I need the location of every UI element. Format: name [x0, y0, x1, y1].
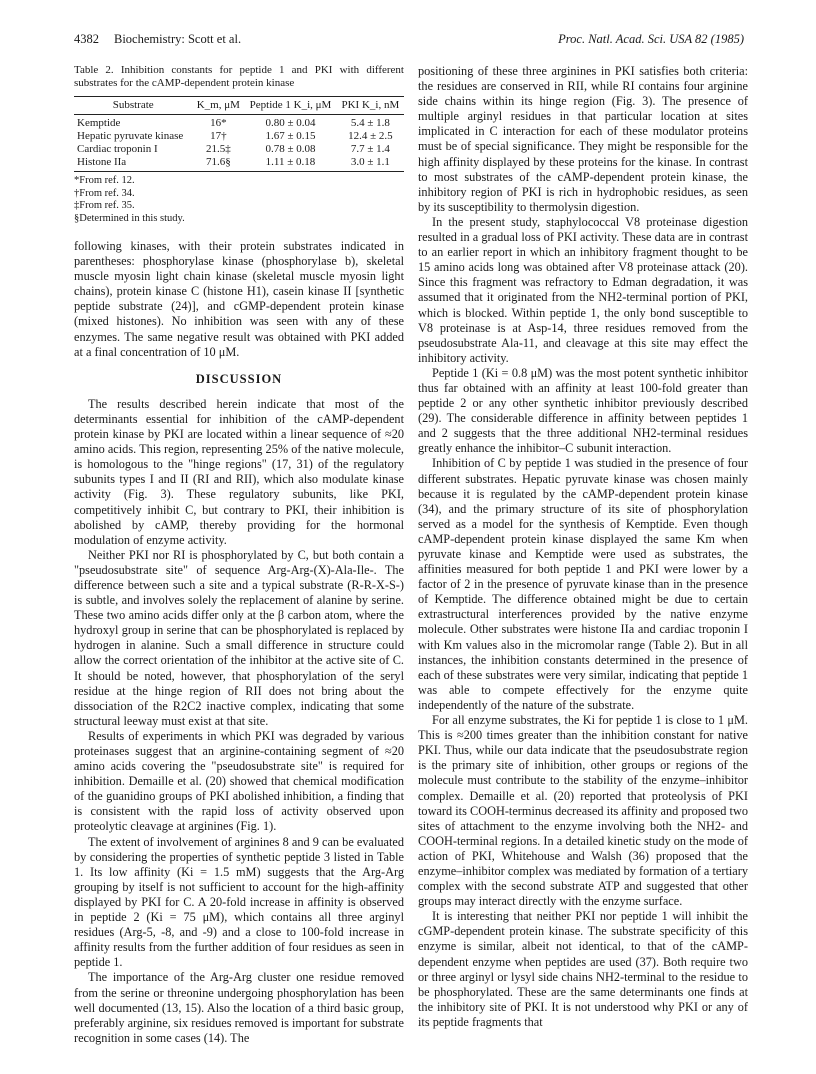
col-header-km: K_m, μM: [192, 97, 244, 115]
cell-km: 21.5‡: [205, 143, 231, 155]
paragraph: It is interesting that neither PKI nor peptide 1 will inhibit the cGMP-dependent protein kinase. The substrate specificity of this enzyme is similar, albeit not identical, to that of the cAMP-dependent enzyme when peptides are used (37). Both require two or three arginyl or lysyl side chains NH2-terminal to the residue to be phosphorylated. These are the same determinants one finds at the inhibitory site of PKI. It is not understood why PKI or any of its peptide fragments that: [418, 909, 748, 1029]
paragraph-kinases: following kinases, with their protein substrates indicated in parentheses: phosphorylase kinase (phosphorylase b), skeletal muscle myosin light chain kinase (skeletal muscle myosin light chains), protein kinase C (histone H1), casein kinase II [synthetic peptide substrate (24)], and cGMP-dependent protein kinase (mixed histones). No inhibition was seen with any of these enzymes. The same negative result was obtained with PKI added at a final concentration of 10 μM.: [74, 239, 404, 359]
paragraph: Results of experiments in which PKI was degraded by various proteinases suggest that an arginine-containing segment of ≈20 amino acids covering the "pseudosubstrate site" is required for inhibition. Demaille et al. (20) showed that chemical modification of the guanidino groups of PKI abolished inhibition, a finding that is consistent with the rapid loss of activity observed upon proteolytic cleavage at arginines (Fig. 1).: [74, 728, 404, 834]
paragraph: The extent of involvement of arginines 8 and 9 can be evaluated by considering the properties of synthetic peptide 3 listed in Table 1. Its low affinity (Ki = 1.5 mM) suggests that the Arg-Arg grouping by itself is not sufficient to account for the high-affinity displayed by PKI for C. A 20-fold increase in affinity is observed in peptide 2 (Ki = 75 μM), which contains all three arginyl residues (Arg-5, -8, and -9) and a close to 100-fold increase in affinity results from the further addition of four residues as seen in peptide 1.: [74, 834, 404, 970]
page-header: [74, 32, 744, 50]
cell-pki: 7.7 ± 1.4: [350, 143, 390, 155]
cell-peptide1: 1.67 ± 0.15: [265, 130, 316, 142]
col-header-substrate: Substrate: [74, 97, 192, 115]
paragraph: Inhibition of C by peptide 1 was studied in the presence of four different substrates. Hepatic pyruvate kinase was chosen mainly because it is regulated by the cAMP-dependent protein kinase (34), and the primary structure of its site of phosphorylation served as a model for the synthesis of Kemptide. Even though cAMP-dependent protein kinase displayed the same Km when pyruvate kinase and Kemptide were used as substrates, the affinities measured for both peptide 1 and PKI were lower by a factor of 2 in the presence of pyruvate kinase than in the presence of Kemptide. The difference obtained might be due to certain extrastructural interferences provided by the native enzyme molecule. Other substrates were histone IIa and cardiac troponin I with Km values also in the micromolar range (Table 2). But in all instances, the inhibition constants determined in the presence of each of these substrates were very similar, indicating that peptide 1 was able to compete effectively for the enzyme quite independently of the nature of the substrate.: [418, 456, 748, 712]
cell-peptide1: 0.78 ± 0.08: [265, 143, 316, 155]
paragraph: positioning of these three arginines in PKI satisfies both criteria: the residues are conserved in RII, while RI contains four arginine side chains within its hinge region (Fig. 3). The presence of multiple arginyl residues in that particular location at sites implicated in C interaction for each of these modulator proteins must be of special significance. They might be responsible for the high affinity displayed by these proteins for the kinase. In contrast to most substrates of the cAMP-dependent protein kinase, the inhibitory region of PKI is rich in hydrophobic residues, as seen by its susceptibility to thermolysin digestion.: [418, 64, 748, 214]
cell-km: 17†: [210, 130, 227, 142]
cell-pki: 5.4 ± 1.8: [350, 117, 390, 129]
cell-peptide1: 1.11 ± 0.18: [244, 156, 336, 172]
paragraph: The results described herein indicate that most of the determinants essential for inhibition of the cAMP-dependent protein kinase by PKI are located within a linear sequence of ≈20 amino acids. This region, representing 25% of the native molecule, is homologous to the "hinge regions" (17, 31) of the regulatory subunits types I and II (RI and RII), which also modulate kinase activity (Fig. 3). These regulatory subunits, like PKI, competitively inhibit C, but contrary to PKI, their inhibition is abolished by cAMP, thereby providing for the hormonal modulation of enzyme activity.: [74, 396, 404, 547]
journal-citation: Proc. Natl. Acad. Sci. USA 82 (1985): [558, 32, 744, 46]
section-heading-discussion: DISCUSSION: [195, 371, 283, 386]
paragraph: The importance of the Arg-Arg cluster one residue removed from the serine or threonine undergoing phosphorylation has been well documented (13, 15). Also the location of a third basic group, preferably arginine, six residues removed is important for substrate recognition in some cases (14). The: [74, 970, 404, 1045]
inhibition-table: [74, 96, 404, 172]
cell-substrate: Kemptide: [77, 117, 121, 129]
table-row: [74, 143, 404, 156]
footnote: †From ref. 34.: [74, 187, 135, 199]
cell-pki: 3.0 ± 1.1: [337, 156, 404, 172]
cell-substrate: Cardiac troponin I: [77, 143, 158, 155]
col-header-peptide1: Peptide 1 K_i, μM: [244, 97, 336, 115]
running-title: Biochemistry: Scott et al.: [114, 32, 242, 46]
paragraph: Neither PKI nor RI is phosphorylated by C, but both contain a "pseudosubstrate site" of sequence Arg-Arg-(X)-Ala-Ile-. The difference between such a site and a typical substrate (R-R-X-S-) is subtle, and involves solely the replacement of alanine by serine. These two amino acids differ only at the β carbon atom, where the hydroxyl group in serine that can be phosphorylated is replaced by hydrogen in alanine. Such a small difference in structure could allow the correct orientation of the inhibitor at the active site of C. It should be noted, however, that phosphorylation of the seryl residue at the hinge region of RII does not bring about the dissociation of the R2C2 inactive complex, indicating that some structural leeway must exist at that site.: [74, 547, 404, 728]
table-row: [74, 156, 404, 172]
footnote: *From ref. 12.: [74, 175, 135, 186]
cell-pki: 12.4 ± 2.5: [348, 130, 393, 142]
cell-km: 71.6§: [192, 156, 244, 172]
table-caption: Table 2. Inhibition constants for peptide 1 and PKI with different substrates for the cAMP-dependent protein kinase: [74, 64, 404, 89]
table-row: [74, 115, 404, 131]
cell-peptide1: 0.80 ± 0.04: [265, 117, 316, 129]
footnote: §Determined in this study.: [74, 212, 185, 224]
cell-substrate: Histone IIa: [74, 156, 192, 172]
paragraph: For all enzyme substrates, the Ki for peptide 1 is close to 1 μM. This is ≈200 times greater than the inhibition constant for native PKI. Thus, while our data indicate that the pseudosubstrate region is the primary site of inhibition, other groups or regions of the molecule must contribute to the stability of the enzyme–inhibitor complex. Demaille et al. (20) reported that proteolysis of PKI toward its COOH-terminus decreased its affinity and proposed two sites of attachment to the enzyme involving both the NH2- and COOH-terminal regions. In a detailed kinetic study on the mode of action of PKI, Whitehouse and Walsh (36) proposed that the enzyme–inhibitor complex was mediated by formation of a tertiary complex with the second substrate ATP and suggested that other groups may interact directly with the enzyme surface.: [418, 713, 748, 909]
page-number: 4382: [74, 32, 99, 46]
cell-substrate: Hepatic pyruvate kinase: [77, 130, 184, 142]
left-column: [74, 64, 404, 1046]
right-column: [418, 64, 748, 1030]
col-header-pki: PKI K_i, nM: [337, 97, 404, 115]
table-footnotes: [74, 175, 404, 225]
cell-km: 16*: [210, 117, 227, 129]
table-row: [74, 130, 404, 143]
footnote: ‡From ref. 35.: [74, 200, 135, 211]
paragraph: Peptide 1 (Ki = 0.8 μM) was the most potent synthetic inhibitor thus far obtained with an affinity at least 100-fold greater than peptide 2 or any other synthetic inhibitor previously described (29). The considerable difference in affinity between peptides 1 and 2 suggests that the three additional NH2-terminal residues greatly enhance the inhibitor–C subunit interaction.: [418, 365, 748, 456]
paragraph: In the present study, staphylococcal V8 proteinase digestion resulted in a gradual loss of PKI activity. These data are in contrast to an earlier report in which an inhibitory fragment thought to be 15 amino acids long was obtained after V8 proteinase attack (20). Since this fragment was refractory to Edman degradation, it was assumed that it originated from the NH2-terminal portion of PKI, which is blocked. Within peptide 1, the only bond susceptible to V8 proteinase is at Asp-14, three residues removed from the pseudosubstrate Ala-11, and cleavage at this site may effect the inhibitory activity.: [418, 214, 748, 365]
